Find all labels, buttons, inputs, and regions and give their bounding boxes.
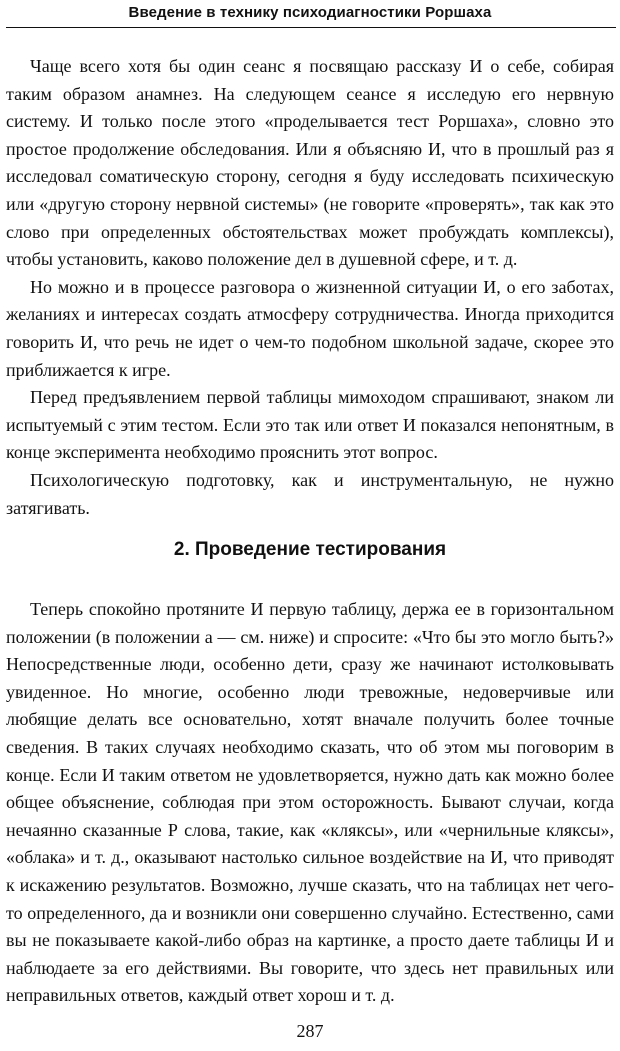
section-text-block bbox=[6, 596, 614, 1010]
running-head-title: Введение в технику психодиагностики Роршаха bbox=[128, 4, 492, 21]
page-number: 287 bbox=[296, 1021, 324, 1041]
paragraph: Чаще всего хотя бы один сеанс я посвящаю рассказу И о себе, собирая таким образом анамнез. На следующем сеансе я исследую его нервную систему. И только после этого «проделывается тест Роршаха», словно это простое продолжение обследования. Или я объясняю И, что в прошлый раз я исследовал соматическую сторону, сегодня я буду исследовать психическую или «другую сторону нервной системы» (не говорите «проверять», так как это слово при определенных обстоятельствах может пробуждать комплексы), чтобы установить, каково положение дел в душевной сфере, и т. д. bbox=[6, 56, 614, 270]
paragraph: Но можно и в процессе разговора о жизненной ситуации И, о его заботах, желаниях и интересах создать атмосферу сотрудничества. Иногда приходится говорить И, что речь не идет о чем-то подобном школьной задаче, скорее это приближается к игре. bbox=[6, 276, 614, 380]
paragraph: Психологическую подготовку, как и инструментальную, не нужно затягивать. bbox=[6, 469, 614, 518]
paragraph: Перед предъявлением первой таблицы мимоходом спрашивают, знаком ли испытуемый с этим тестом. Если это так или ответ И показался непонятным, в конце эксперимента необходимо прояснить этот вопрос. bbox=[6, 387, 614, 463]
paragraph: Теперь спокойно протяните И первую таблицу, держа ее в горизонтальном положении (в положении а — см. ниже) и спросите: «Что бы это могло быть?» Непосредственные люди, особенно дети, сразу же начинают истолковывать увиденное. Но многие, особенно люди тревожные, недоверчивые или любящие делать все основательно, хотят вначале получить более точные сведения. В таких случаях необходимо сказать, что об этом мы поговорим в конце. Если И таким ответом не удовлетворяется, нужно дать как можно более общее объяснение, соблюдая при этом осторожность. Бывают случаи, когда нечаянно сказанные Р слова, такие, как «кляксы», или «чернильные кляксы», «облака» и т. д., оказывают настолько сильное воздействие на И, что приводят к искажению результатов. Возможно, лучше сказать, что на таблицах нет чего-то определенного, да и возникли они совершенно случайно. Естественно, сами вы не показываете какой-либо образ на картинке, а просто даете таблицы И и наблюдаете за его действиями. Вы говорите, что здесь нет правильных или неправильных ответов, каждый ответ хорош и т. д. bbox=[6, 599, 614, 1006]
body-text-block bbox=[6, 53, 614, 522]
header-rule bbox=[6, 27, 616, 28]
section-heading: 2. Проведение тестирования bbox=[173, 539, 447, 560]
